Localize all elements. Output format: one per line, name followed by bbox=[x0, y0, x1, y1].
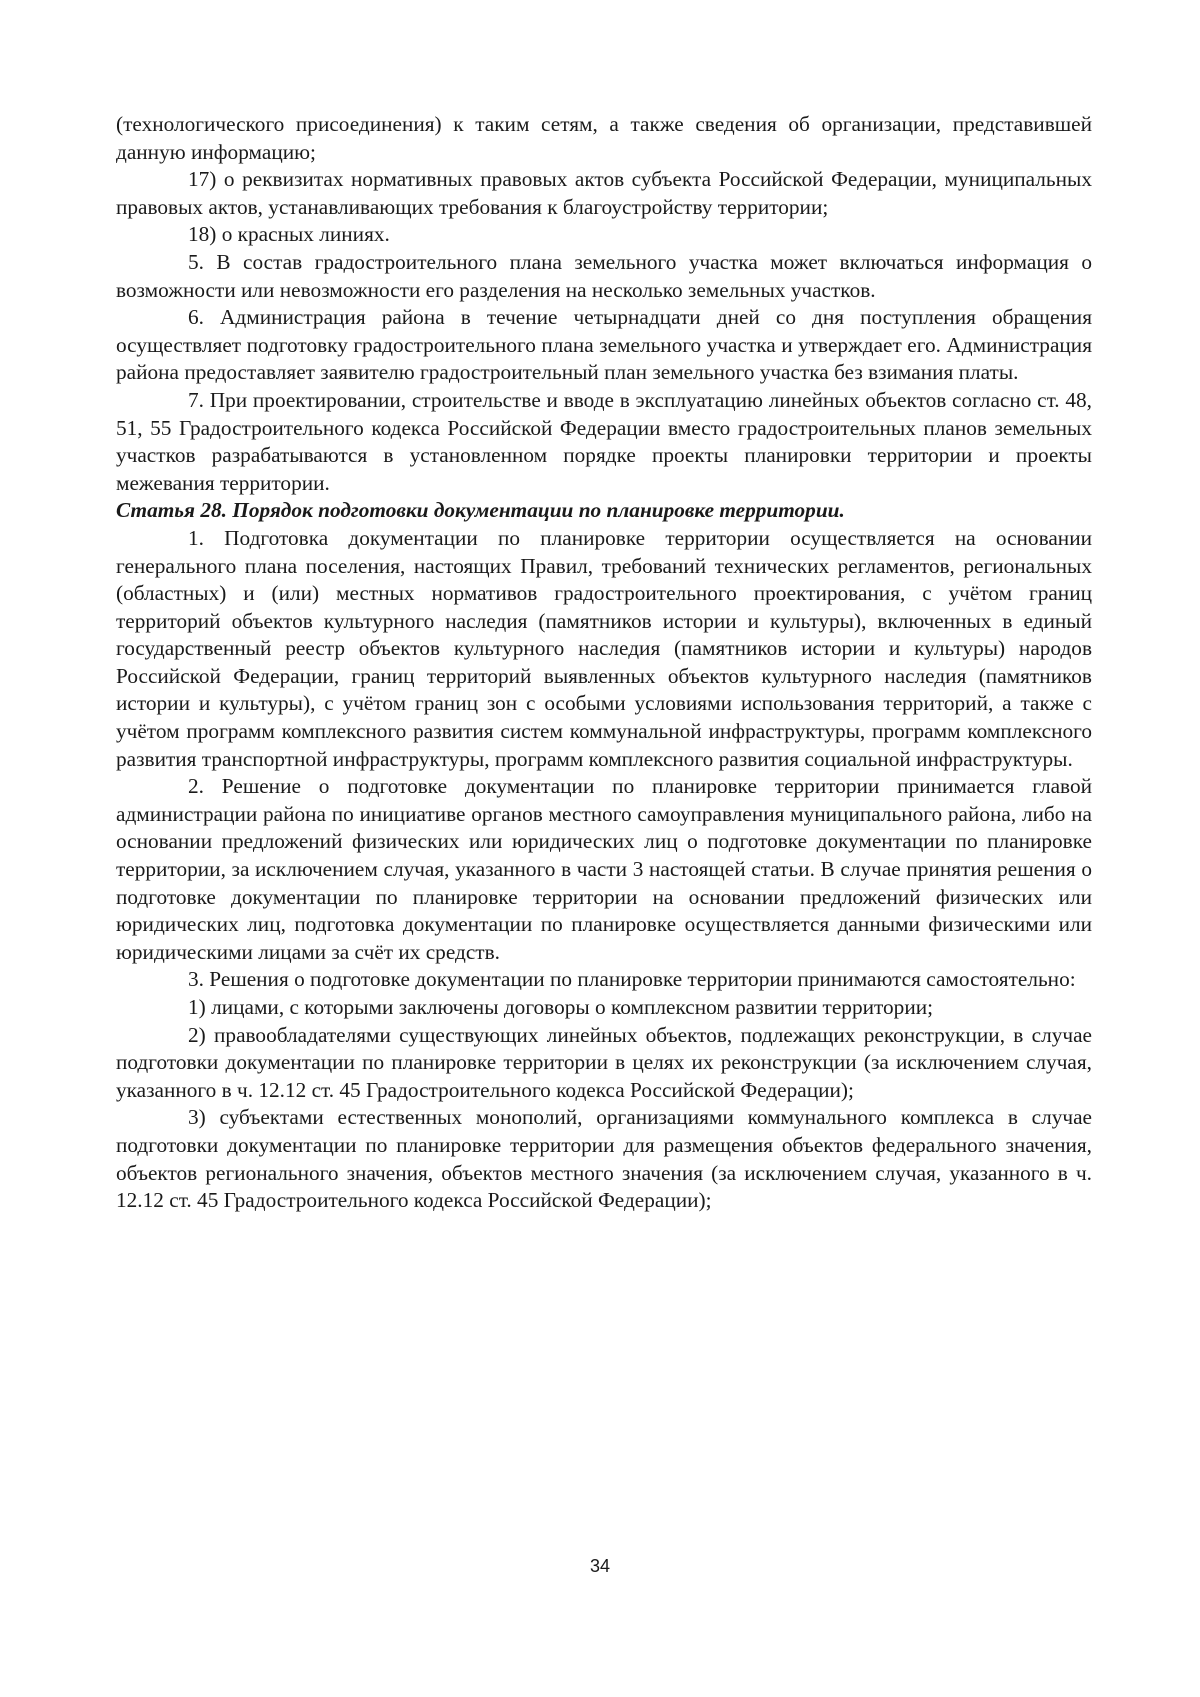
article-heading: Статья 28. Порядок подготовки документации по планировке территории. bbox=[116, 498, 845, 523]
top-section bbox=[116, 111, 1092, 497]
paragraph: 2) правообладателями существующих линейных объектов, подлежащих реконструкции, в случае подготовки документации по планировке территории в целях их реконструкции (за исключением случая, указанного в ч. 12.12 ст. 45 Градостроительного кодекса Российской Федерации); bbox=[116, 1022, 1092, 1102]
paragraph: 1. Подготовка документации по планировке территории осуществляется на основании генерального плана поселения, настоящих Правил, требований технических регламентов, региональных (областных) и (или) местных нормативов градостроительного проектирования, с учётом границ территорий объектов культурного наследия (памятников истории и культуры), включенных в единый государственный реестр объектов культурного наследия (памятников истории и культуры) народов Российской Федерации, границ территорий выявленных объектов культурного наследия (памятников истории и культуры), с учётом границ зон с особыми условиями использования территорий, а также с учётом программ комплексного развития систем коммунальной инфраструктуры, программ комплексного развития транспортной инфраструктуры, программ комплексного развития социальной инфраструктуры. bbox=[116, 525, 1092, 771]
page-number: 34 bbox=[589, 1556, 611, 1576]
paragraph: 6. Администрация района в течение четырнадцати дней со дня поступления обращения осуществляет подготовку градостроительного плана земельного участка и утверждает его. Администрация района предоставляет заявителю градостроительный план земельного участка без взимания платы. bbox=[116, 305, 1092, 385]
paragraph: (технологического присоединения) к таким сетям, а также сведения об организации, представившей данную информацию; bbox=[116, 112, 1092, 164]
article-section bbox=[116, 525, 1092, 1215]
paragraph: 17) о реквизитах нормативных правовых актов субъекта Российской Федерации, муниципальных правовых актов, устанавливающих требования к благоустройству территории; bbox=[116, 167, 1092, 219]
paragraph: 2. Решение о подготовке документации по планировке территории принимается главой администрации района по инициативе органов местного самоуправления муниципального района, либо на основании предложений физических или юридических лиц о подготовке документации по планировке территории, за исключением случая, указанного в части 3 настоящей статьи. В случае принятия решения о подготовке документации по планировке территории на основании предложений физических или юридических лиц, подготовка документации по планировке осуществляется данными физическими или юридическими лицами за счёт их средств. bbox=[116, 774, 1092, 964]
paragraph: 3) субъектами естественных монополий, организациями коммунального комплекса в случае подготовки документации по планировке территории для размещения объектов федерального значения, объектов регионального значения, объектов местного значения (за исключением случая, указанного в ч. 12.12 ст. 45 Градостроительного кодекса Российской Федерации); bbox=[116, 1105, 1092, 1213]
paragraph: 7. При проектировании, строительстве и вводе в эксплуатацию линейных объектов согласно ст. 48, 51, 55 Градостроительного кодекса Российской Федерации вместо градостроительных планов земельных участков разрабатываются в установленном порядке проекты планировки территории и проекты межевания территории. bbox=[116, 387, 1092, 495]
paragraph: 5. В состав градостроительного плана земельного участка может включаться информация о возможности или невозможности его разделения на несколько земельных участков. bbox=[116, 249, 1092, 302]
paragraph: 18) о красных линиях. bbox=[188, 222, 390, 247]
document-page bbox=[116, 111, 1092, 1215]
paragraph: 3. Решения о подготовке документации по планировке территории принимаются самостоятельно: bbox=[188, 967, 1076, 992]
paragraph: 1) лицами, с которыми заключены договоры о комплексном развитии территории; bbox=[188, 995, 934, 1019]
